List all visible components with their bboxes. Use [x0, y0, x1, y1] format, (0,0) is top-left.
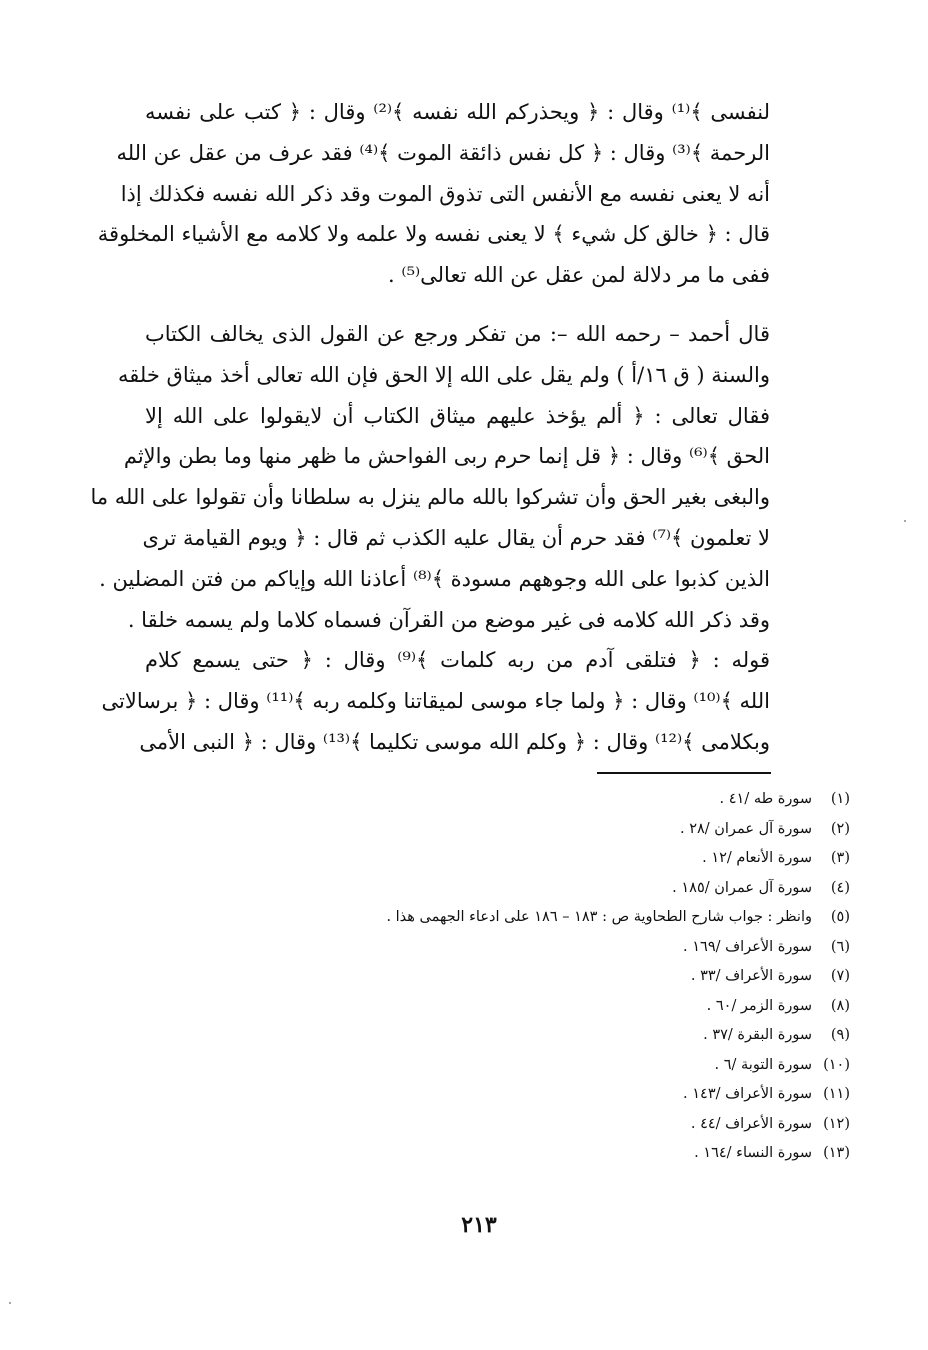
page-number: ٢١٣	[461, 1212, 497, 1238]
text-line: ففى ما مر دلالة لمن عقل عن الله تعالى⁽⁵⁾ .	[388, 263, 770, 288]
text-line: قال أحمد – رحمه الله –: من تفكر ورجع عن القول الذى يخالف الكتاب	[145, 321, 770, 346]
scan-speck	[904, 520, 906, 522]
footnote-number: (٢)	[830, 820, 850, 837]
footnote-item	[230, 815, 850, 845]
text-line: والسنة ( ق ١٦/أ ) ولم يقل على الله إلا الحق فإن الله تعالى أخذ ميثاق خلقه	[118, 362, 770, 387]
footnote-item	[230, 785, 850, 815]
footnote-separator	[597, 772, 771, 774]
footnote-item	[230, 1080, 850, 1110]
footnote-text: سورة الأعراف /٤٤ .	[690, 1115, 812, 1132]
footnote-item	[230, 903, 850, 933]
footnote-number: (٦)	[830, 938, 850, 955]
text-line: وبكلامى ﴾⁽¹²⁾ وقال : ﴿ وكلم الله موسى تكليما ﴾⁽¹³⁾ وقال : ﴿ النبى الأمى	[139, 729, 770, 754]
footnote-text: سورة البقرة /٣٧ .	[703, 1027, 812, 1043]
footnote-item	[230, 1110, 850, 1140]
text-line: أنه لا يعنى نفسه مع الأنفس التى تذوق الموت وقد ذكر الله نفسه فكذلك إذا	[120, 181, 770, 206]
scan-speck	[9, 1302, 11, 1304]
footnote-text: سورة الأعراف /١٤٣ .	[683, 1086, 812, 1102]
footnote-item	[230, 1051, 850, 1081]
footnote-item	[230, 1021, 850, 1051]
footnote-number: (٧)	[830, 968, 850, 984]
text-line: الذين كذبوا على الله وجوههم مسودة ﴾⁽⁸⁾ أعاذنا الله وإياكم من فتن المضلين .	[99, 566, 770, 591]
text-line: والبغى بغير الحق وأن تشركوا بالله مالم ينزل به سلطانا وأن تقولوا على الله ما	[90, 485, 770, 510]
footnote-text: سورة آل عمران /١٨٥ .	[672, 879, 812, 896]
footnote-text: سورة الأعراف /١٦٩ .	[683, 938, 812, 955]
text-line: وقد ذكر الله كلامه فى غير موضع من القرآن فسماه كلاما ولم يسمه خلقا .	[127, 607, 770, 632]
footnote-text: وانظر : جواب شارح الطحاوية ص : ١٨٣ – ١٨٦ على ادعاء الجهمى هذا .	[386, 909, 812, 925]
text-line: الله ﴾⁽¹⁰⁾ وقال : ﴿ ولما جاء موسى لميقاتنا وكلمه ربه ﴾⁽¹¹⁾ وقال : ﴿ برسالاتى	[101, 689, 770, 714]
footnote-item	[230, 933, 850, 963]
footnote-number: (١١)	[823, 1086, 850, 1102]
footnote-number: (١٢)	[823, 1115, 850, 1132]
footnote-number: (٣)	[830, 850, 850, 866]
footnote-number: (١٣)	[823, 1145, 850, 1161]
footnote-number: (٨)	[830, 997, 850, 1014]
footnote-number: (٤)	[830, 879, 850, 896]
footnote-text: سورة آل عمران /٢٨ .	[679, 820, 812, 837]
footnote-number: (٩)	[830, 1027, 850, 1043]
footnote-item	[230, 1139, 850, 1169]
footnote-number: (١)	[830, 791, 850, 807]
footnote-item	[230, 844, 850, 874]
footnotes	[230, 785, 850, 1169]
footnote-text: سورة التوبة /٦ .	[714, 1056, 812, 1073]
text-line: لا تعلمون ﴾⁽⁷⁾ فقد حرم أن يقال عليه الكذب ثم قال : ﴿ ويوم القيامة ترى	[142, 525, 770, 550]
paragraph-gap	[145, 296, 770, 314]
text-line: لنفسى ﴾⁽¹⁾ وقال : ﴿ ويحذركم الله نفسه ﴾⁽²⁾ وقال : ﴿ كتب على نفسه	[145, 100, 771, 124]
footnote-text: سورة النساء /١٦٤ .	[694, 1145, 812, 1161]
footnote-text: سورة طه /٤١ .	[719, 791, 812, 807]
text-line: الرحمة ﴾⁽³⁾ وقال : ﴿ كل نفس ذائقة الموت ﴾⁽⁴⁾ فقد عرف من عقل عن الله	[116, 140, 770, 165]
footnote-item	[230, 874, 850, 904]
text-line: قال : ﴿ خالق كل شيء ﴾ لا يعنى نفسه ولا علمه ولا كلامه مع الأشياء المخلوقة	[97, 222, 770, 247]
footnote-item	[230, 962, 850, 992]
footnote-number: (٥)	[830, 909, 850, 925]
main-text	[90, 92, 771, 763]
paragraph-1	[97, 92, 771, 296]
text-line: الحق ﴾⁽⁶⁾ وقال : ﴿ قل إنما حرم ربى الفواحش ما ظهر منها وما بطن والإثم	[123, 444, 770, 469]
footnote-number: (١٠)	[823, 1056, 850, 1073]
footnote-text: سورة الزمر /٦٠ .	[706, 997, 812, 1014]
paragraph-2	[90, 314, 770, 763]
footnote-item	[230, 992, 850, 1022]
text-line: قوله : ﴿ فتلقى آدم من ربه كلمات ﴾⁽⁹⁾ وقال : ﴿ حتى يسمع كلام	[145, 648, 770, 673]
footnote-text: سورة الأعراف /٣٣ .	[690, 968, 812, 984]
footnote-text: سورة الأنعام /١٢ .	[702, 850, 812, 866]
text-line: فقال تعالى : ﴿ ألم يؤخذ عليهم ميثاق الكتاب أن لايقولوا على الله إلا	[145, 403, 770, 428]
